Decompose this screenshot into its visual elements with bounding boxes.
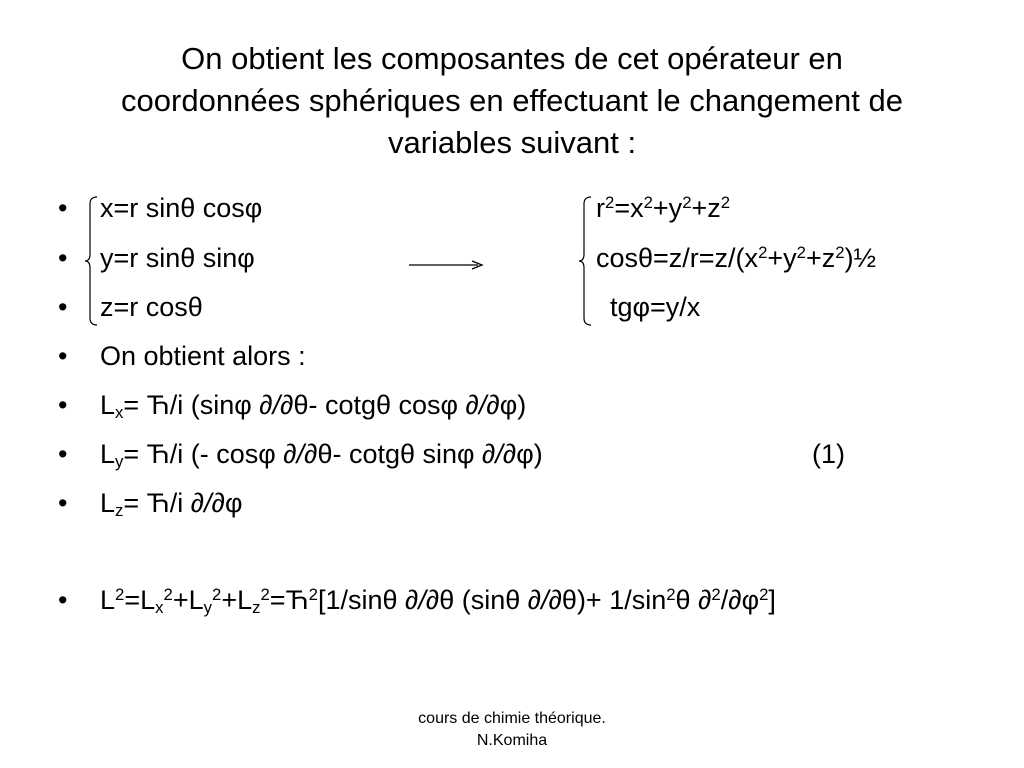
z-definition: z=r cosθ bbox=[100, 292, 203, 322]
lx-equation: $L_x= Ћ/i$ (sinφ ∂/∂θ- cotgθ cosφ ∂/∂φ) bbox=[100, 390, 527, 423]
bullet: • bbox=[58, 488, 68, 518]
slide-title bbox=[60, 38, 964, 164]
footer-line-1: cours de chimie théorique. bbox=[418, 710, 606, 727]
bullet: • bbox=[58, 439, 68, 469]
bullet: • bbox=[58, 390, 68, 420]
tg-phi-relation: tgφ=y/x bbox=[610, 292, 701, 322]
bullet: • bbox=[58, 341, 68, 371]
bullet: • bbox=[58, 585, 68, 615]
x-definition: x=r sinθ cosφ bbox=[100, 193, 263, 223]
equation-number: (1) bbox=[812, 439, 845, 469]
footer-line-2: N.Komiha bbox=[476, 732, 548, 749]
title-line-1: On obtient les composantes de cet opérateur en bbox=[181, 41, 843, 76]
l-squared-equation: $L^2=L_x^2+L_y^2+L_z^2=Ћ^2[1$/sinθ ∂/∂θ (sinθ $\partial/\partial\theta)+ 1/\sin^2\theta$ $\partial^2/\partial\varphi^2$] bbox=[100, 584, 776, 618]
right-arrow-icon bbox=[408, 258, 484, 272]
bullet: • bbox=[58, 243, 68, 273]
right-system-brace-icon bbox=[578, 196, 592, 326]
bullet: • bbox=[58, 292, 68, 322]
bullet: • bbox=[58, 193, 68, 223]
left-brace-icon bbox=[84, 196, 98, 326]
lz-equation: $L_z= Ћ/i$ ∂/∂φ bbox=[100, 488, 243, 521]
ly-equation: $L_y= Ћ/i$ (- cosφ ∂/∂θ- cotgθ sinφ ∂/∂φ) bbox=[100, 439, 543, 472]
on-obtient-alors: On obtient alors : bbox=[100, 341, 306, 371]
r-squared-relation: $r^2=x^2+y^2+z^2$ bbox=[596, 192, 731, 223]
cos-theta-relation: $\cos\theta=z/r=z/(x^2+y^2+z^2)\frac{1}{2}$ bbox=[596, 242, 877, 273]
footer bbox=[380, 708, 644, 752]
title-line-2: coordonnées sphériques en effectuant le changement de bbox=[121, 83, 903, 118]
y-definition: y=r sinθ sinφ bbox=[100, 243, 255, 273]
title-line-3: variables suivant : bbox=[387, 125, 637, 160]
